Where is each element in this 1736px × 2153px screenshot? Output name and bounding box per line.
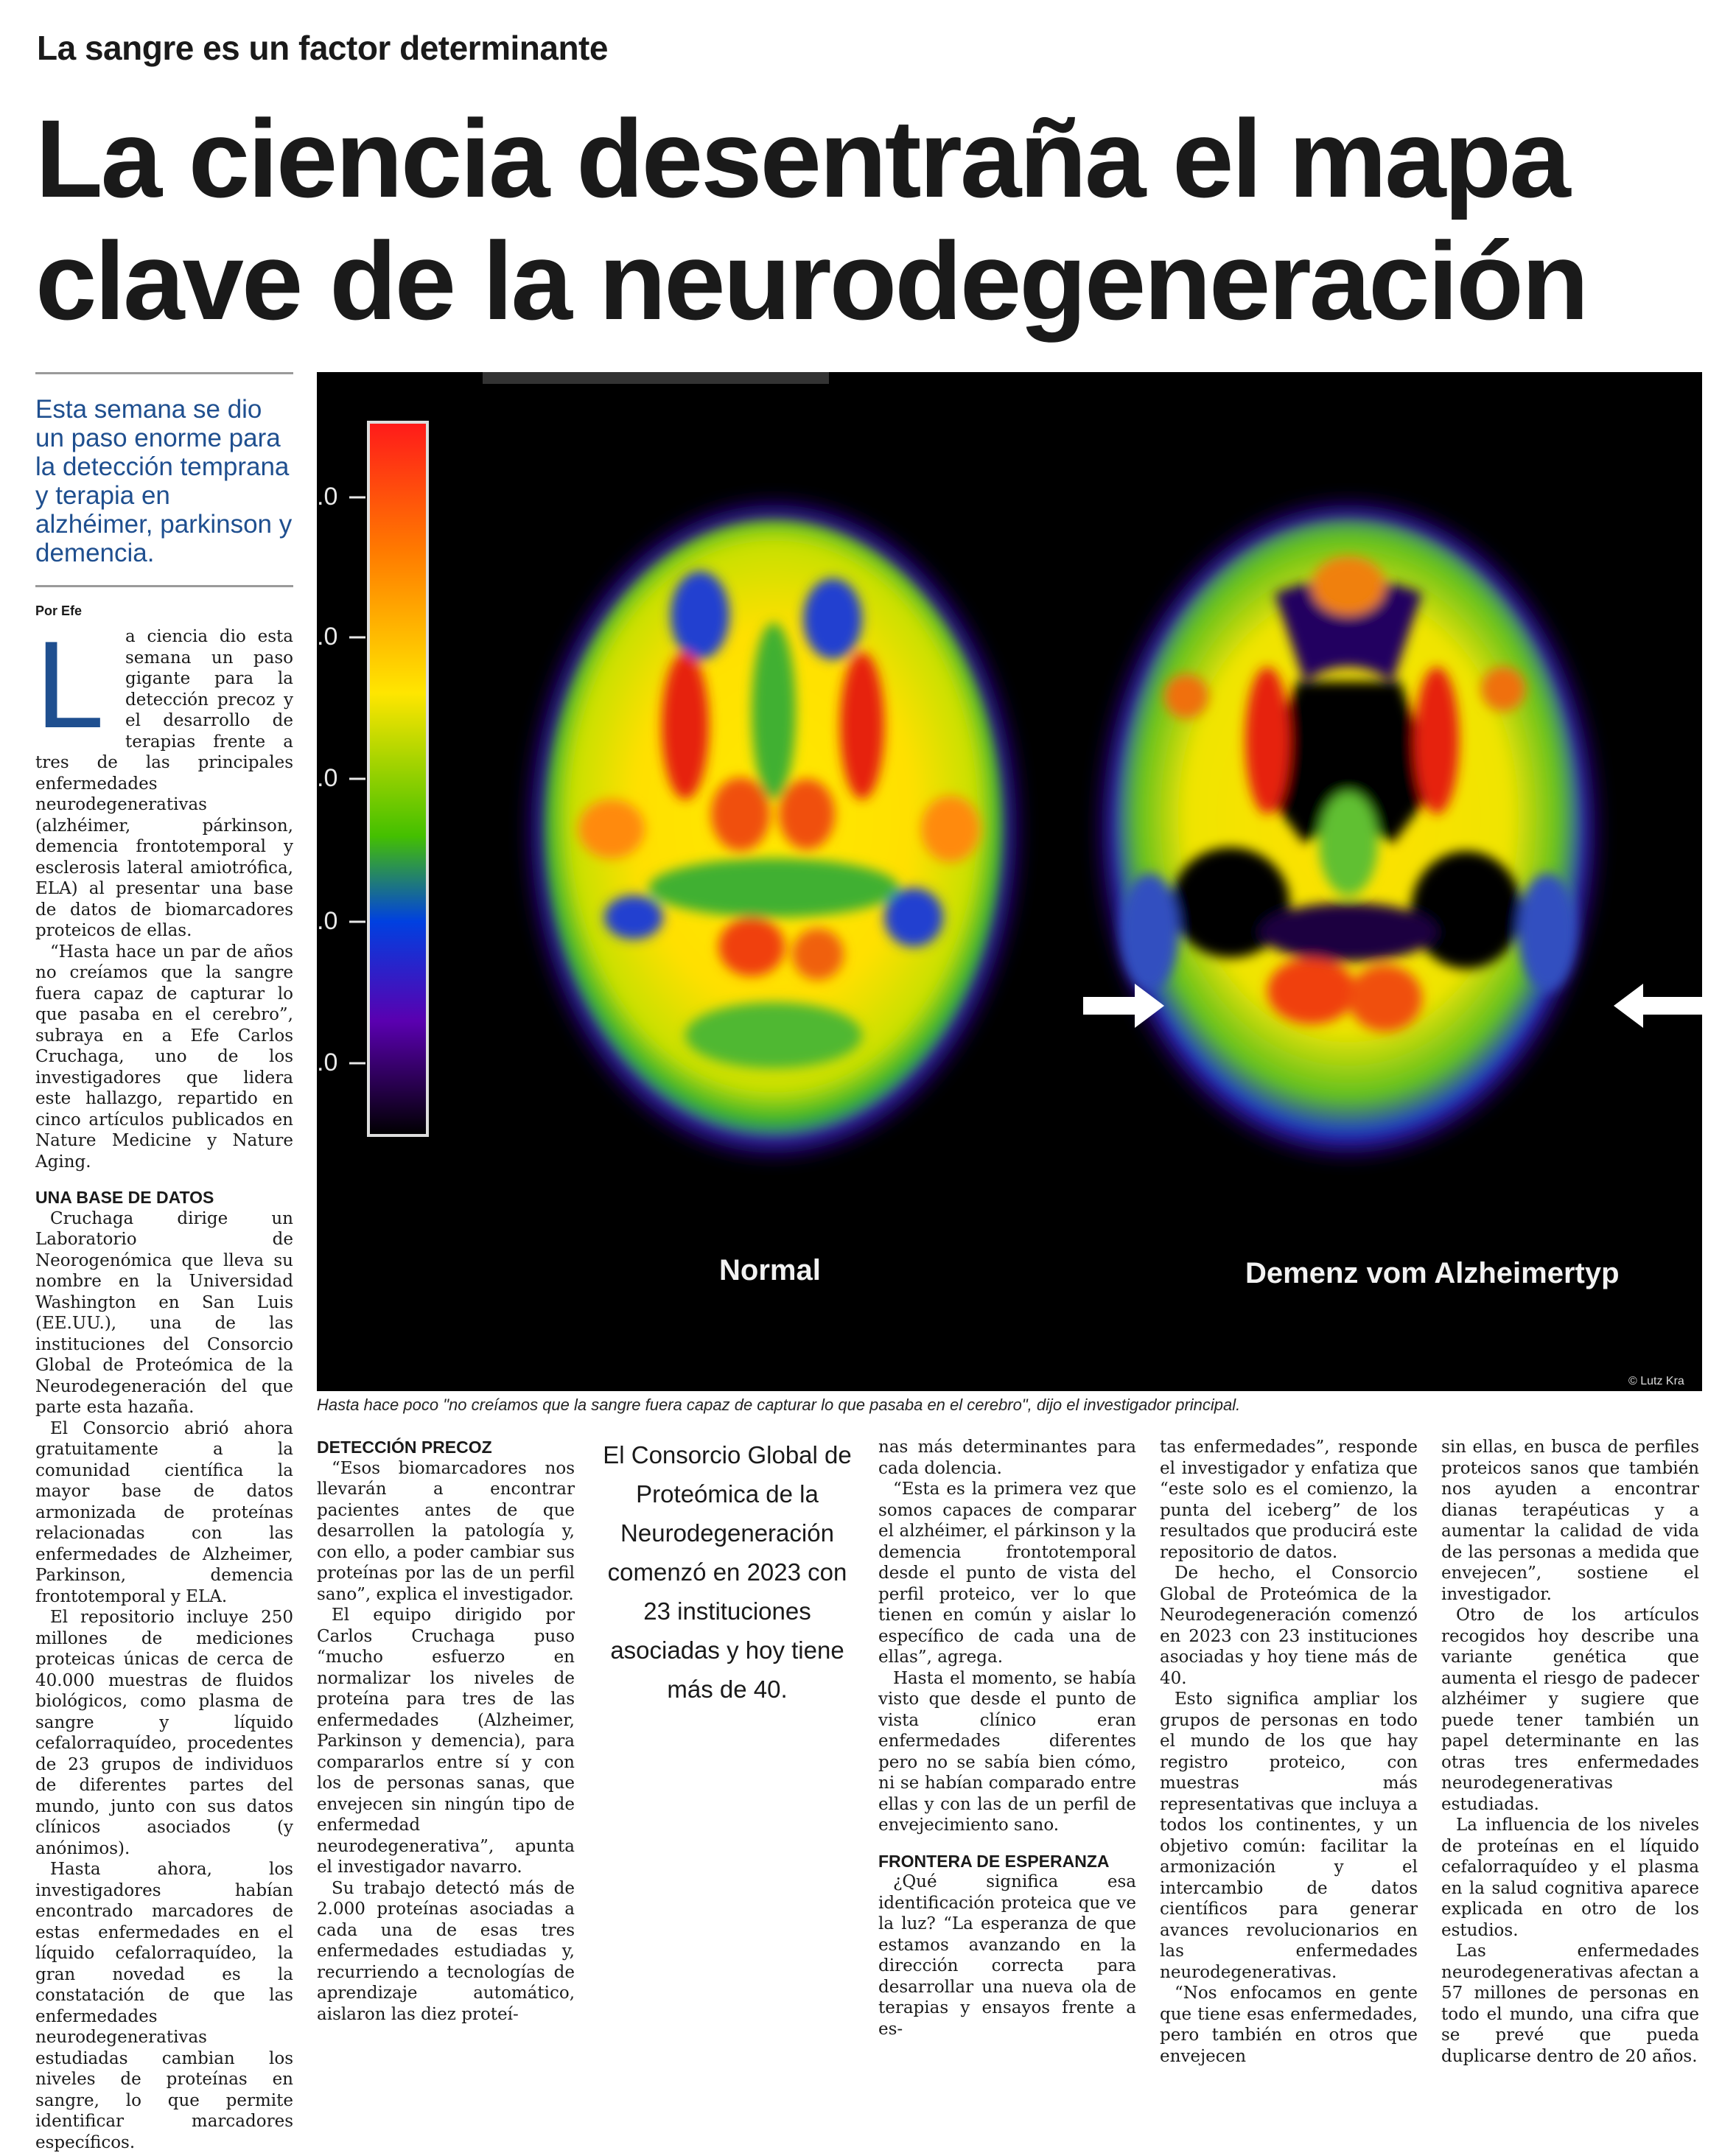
scale-tick-label: .0 xyxy=(317,764,338,792)
paragraph: “Esta es la primera vez que somos capaces de comparar el alzhéimer, el párkinson y la demencia frontotemporal desde el punto de vista del perfil proteico, ver lo que tienen en común y aislar lo específico de cada una de ellas”, agrega. xyxy=(878,1480,1136,1667)
paragraph: “Hasta hace un par de años no creíamos que la sangre fuera capaz de capturar lo que pasaba en el cerebro”, subraya en a Efe Carlos Cruchaga, uno de los investigadores que lidera este hallazgo, repartido en cinco artículos publicados en Nature Medicine y Nature Aging. xyxy=(35,942,293,1172)
column-5 xyxy=(1441,1437,1699,2067)
subheading-frontera-de-esperanza: FRONTERA DE ESPERANZA xyxy=(878,1851,1110,1871)
paragraph: Esto significa ampliar los grupos de personas en todo el mundo de los que hay registro proteico, con muestras más representativas que incluya a todos los continentes, y un objetivo común: facilitar la armonización y el intercambio de datos científicos para generar avances revolucionarios en las enfermedades neurodegenerativas. xyxy=(1160,1690,1418,1982)
paragraph: ¿Qué significa esa identificación proteica que ve la luz? “La esperanza de que estamos avanzando en la dirección correcta para desarrollar una nueva ola de terapias y ensayos frente a es- xyxy=(878,1872,1136,2039)
alzheimer-brain-scan xyxy=(1102,505,1595,1153)
paragraph: El repositorio incluye 250 millones de mediciones proteicas únicas de cerca de 40.000 muestras de fluidos biológicos, como plasma de sangre y líquido cefalorraquídeo, procedentes de 23 grupos de individuos de diferentes partes del mundo, junto con sus datos clínicos asociados (y anónimos). xyxy=(35,1608,293,1858)
scale-tick-label: .0 xyxy=(317,1049,338,1076)
column-4 xyxy=(1160,1437,1418,2067)
scale-tick-label: .0 xyxy=(317,483,338,511)
paragraph: Las enfermedades neurodegenerativas afectan a 57 millones de personas en todo el mundo, una cifra que se prevé que pueda duplicarse dentro de 20 años. xyxy=(1441,1942,1699,2066)
label-alzheimer: Demenz vom Alzheimertyp xyxy=(1245,1257,1620,1289)
paragraph: Hasta ahora, los investigadores habían encontrado marcadores de estas enfermedades en el líquido cefalorraquídeo, la gran novedad es la constatación de que las enfermedades neurodegenerativas estudiadas cambian los niveles de proteínas en sangre, lo que permite identificar marcadores específicos. xyxy=(35,1860,293,2152)
headline xyxy=(35,97,1701,342)
byline: Por Efe xyxy=(35,603,83,618)
normal-brain-scan xyxy=(531,505,1017,1153)
brain-scan-illustration xyxy=(317,372,1702,1391)
kicker: La sangre es un factor determinante xyxy=(37,29,608,67)
paragraph: “Nos enfocamos en gente que tiene esas enfermedades, pero también en otros que envejecen xyxy=(1160,1984,1418,2066)
paragraph: Su trabajo detectó más de 2.000 proteínas asociadas a cada una de esas tres enfermedades estudiadas y, recurriendo a tecnologías de aprendizaje automático, aislaron las diez proteí- xyxy=(317,1878,575,2024)
dropcap: L xyxy=(35,615,105,754)
photo-top-strip xyxy=(483,372,829,384)
paragraph: a ciencia dio esta semana un paso gigante para la detección precoz y el desarrollo de terapias frente a tres de las principales enfermedades neurodegenerativas (alzhéimer, párkinson, demencia frontotemporal y esclerosis lateral amiotrófica, ELA) al presentar una base de datos de biomarcadores proteicos de ellas. xyxy=(35,627,293,940)
lede: Esta semana se dio un paso enorme para la detección temprana y terapia en alzhéimer, parkinson y demencia. xyxy=(35,395,293,567)
photo-credit: © Lutz Kra xyxy=(1628,1375,1684,1387)
paragraph: “Esos biomarcadores nos llevarán a encontrar pacientes antes de que desarrollen la patología y, con ello, a poder cambiar sus proteínas por las de un perfil sano”, explica el investigador. xyxy=(317,1458,575,1604)
paragraph: Hasta el momento, se había visto que desde el punto de vista clínico eran enfermedades diferentes pero no se sabía bien cómo, ni se habían comparado entre ellas y con las de un perfil de envejecimiento sano. xyxy=(878,1668,1136,1835)
column-1 xyxy=(35,615,293,2153)
photo-caption: Hasta hace poco "no creíamos que la sangre fuera capaz de capturar lo que pasaba en el cerebro", dijo el investigador principal. xyxy=(317,1396,1241,1414)
headline-line-1: La ciencia desentraña el mapa xyxy=(35,97,1569,220)
pull-quote: El Consorcio Global de Proteómica de la Neurodegeneración comenzó en 2023 con 23 instituciones asociadas y hoy tiene más de 40. xyxy=(603,1441,852,1703)
paragraph: La influencia de los niveles de proteínas en el líquido cefalorraquídeo y el plasma en la salud cognitiva aparece explicada en otro de los estudios. xyxy=(1441,1816,1699,1940)
column-2 xyxy=(317,1437,575,2025)
subheading-base-de-datos: UNA BASE DE DATOS xyxy=(35,1188,214,1207)
paragraph: nas más determinantes para cada dolencia. xyxy=(878,1438,1136,1478)
paragraph: sin ellas, en busca de perfiles proteicos sanos que también nos ayuden a encontrar dianas terapéuticas y a aumentar la calidad de vida de las personas a medida que envejecen”, sostiene el investigador. xyxy=(1441,1438,1699,1604)
paragraph: tas enfermedades”, responde el investigador y enfatiza que “este solo es el comienzo, la punta del iceberg” de los resultados que producirá este repositorio de datos. xyxy=(1160,1438,1418,1562)
lede-box xyxy=(35,372,293,619)
paragraph: Cruchaga dirige un Laboratorio de Neorogenómica que lleva su nombre en la Universidad Washington en San Luis (EE.UU.), una de las instituciones del Consorcio Global de Proteómica de la Neurodegeneración del que parte esta hazaña. xyxy=(35,1208,293,1417)
column-3 xyxy=(878,1437,1136,2040)
paragraph: El equipo dirigido por Carlos Cruchaga puso “mucho esfuerzo en normalizar los niveles de proteína para tres de las enfermedades (Alzheimer, Parkinson y demencia), para compararlos entre sí y con los de personas sanas, que envejecen sin ningún tipo de enfermedad neurodegenerativa”, apunta el investigador navarro. xyxy=(317,1606,575,1877)
label-normal: Normal xyxy=(719,1254,821,1286)
headline-line-2: clave de la neurodegeneración xyxy=(35,219,1587,343)
paragraph: El Consorcio abrió ahora gratuitamente a la comunidad científica la mayor base de datos armonizada de proteínas relacionadas con las enfermedades de Alzheimer, Parkinson, demencia frontotemporal y ELA. xyxy=(35,1418,293,1606)
color-scale-bar xyxy=(368,422,427,1135)
brain-scan-photo xyxy=(317,372,1702,1391)
lede-bottom-rule xyxy=(35,585,293,587)
lede-top-rule xyxy=(35,372,293,374)
subheading-deteccion-precoz: DETECCIÓN PRECOZ xyxy=(317,1438,492,1457)
paragraph: Otro de los artículos recogidos hoy describe una variante genética que aumenta el riesgo de padecer alzhéimer y sugiere que puede tener también un papel determinante en las otras tres enfermedades neurodegenerativas estudiadas. xyxy=(1441,1606,1699,1814)
scale-tick-label: .0 xyxy=(317,907,338,935)
paragraph: De hecho, el Consorcio Global de Proteómica de la Neurodegeneración comenzó en 2023 con 23 instituciones asociadas y hoy tiene más de 40. xyxy=(1160,1564,1418,1688)
scale-tick-label: .0 xyxy=(317,623,338,651)
